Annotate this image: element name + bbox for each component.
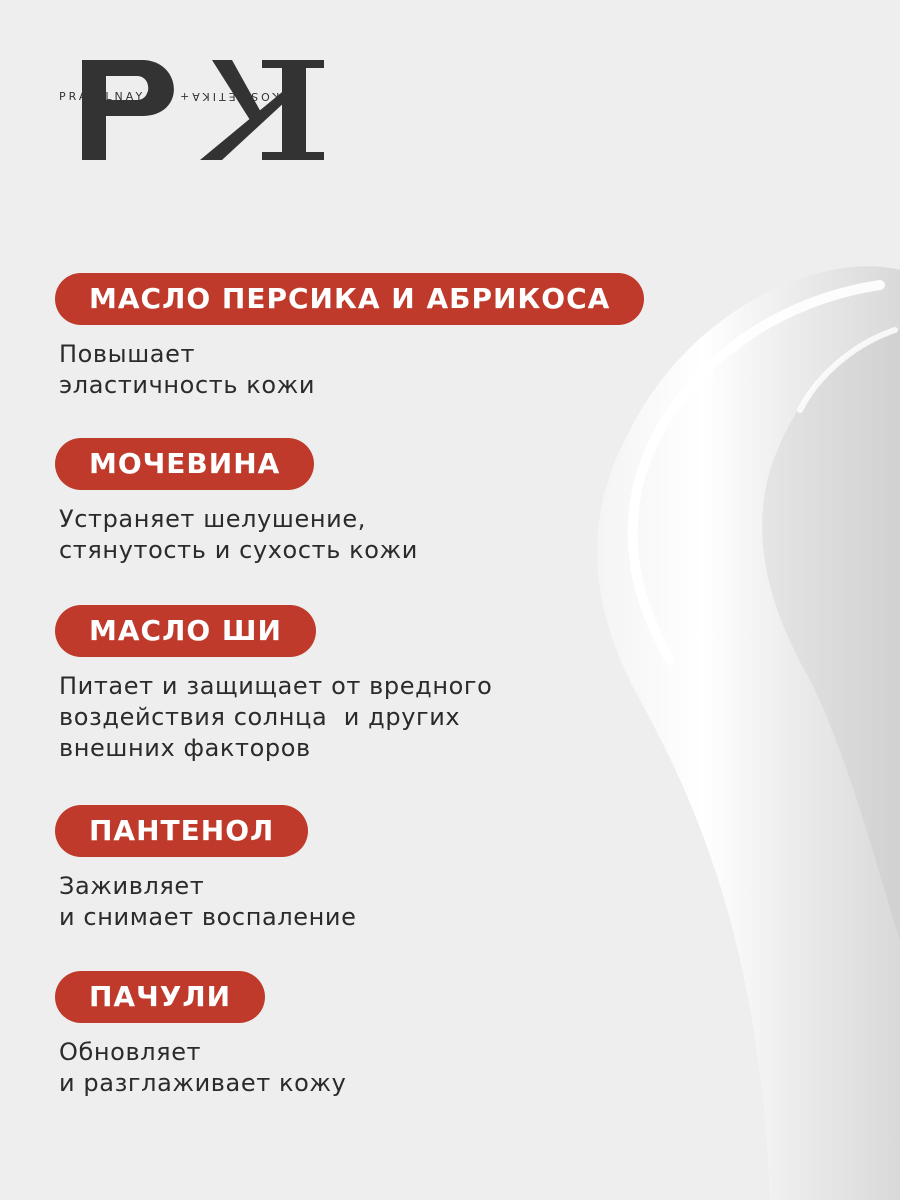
ingredient-title-badge: МОЧЕВИНА	[55, 438, 314, 490]
description-line: эластичность кожи	[59, 371, 316, 399]
ingredient-title-badge: МАСЛО ПЕРСИКА И АБРИКОСА	[55, 273, 644, 325]
ingredient-title-badge: ПАЧУЛИ	[55, 971, 265, 1023]
description-line: и снимает воспаление	[59, 903, 357, 931]
description-line: Питает и защищает от вредного	[59, 672, 493, 700]
description-line: стянутость и сухость кожи	[59, 536, 418, 564]
brand-logo	[82, 58, 327, 162]
ingredient-item	[55, 805, 356, 933]
ingredient-title-badge: ПАНТЕНОЛ	[55, 805, 308, 857]
ingredient-item	[55, 273, 644, 401]
logo-text-left: PRAVILNAYA+	[59, 90, 168, 103]
ingredient-description	[59, 871, 356, 933]
ingredient-description	[59, 1037, 346, 1099]
ingredient-item	[55, 971, 346, 1099]
logo-text-right: KOSMETIKA+	[177, 90, 280, 103]
ingredient-title-badge: МАСЛО ШИ	[55, 605, 316, 657]
description-line: Заживляет	[59, 872, 205, 900]
description-line: Обновляет	[59, 1038, 202, 1066]
ingredient-description	[59, 504, 418, 566]
description-line: Устраняет шелушение,	[59, 505, 366, 533]
description-line: Повышает	[59, 340, 196, 368]
ingredient-item	[55, 438, 418, 566]
ingredient-description	[59, 671, 492, 764]
ingredient-item	[55, 605, 492, 764]
description-line: воздействия солнца и других	[59, 703, 461, 731]
ingredient-description	[59, 339, 644, 401]
description-line: и разглаживает кожу	[59, 1069, 347, 1097]
description-line: внешних факторов	[59, 734, 311, 762]
